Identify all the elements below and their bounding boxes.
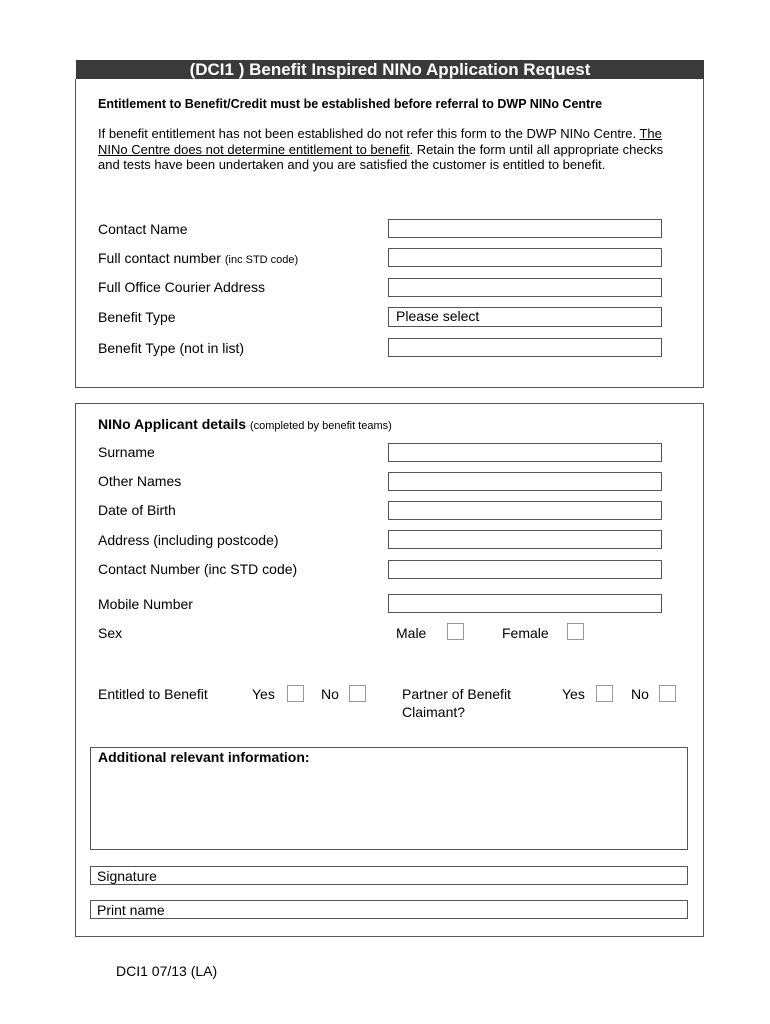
entitled-yes-label: Yes: [252, 686, 275, 702]
signature-label: Signature: [97, 868, 157, 884]
address-input[interactable]: [388, 530, 662, 549]
courier-address-label: Full Office Courier Address: [98, 279, 266, 295]
signature-field[interactable]: [90, 866, 688, 885]
contact-name-label: Contact Name: [98, 221, 188, 237]
entitlement-heading: Entitlement to Benefit/Credit must be established before referral to DWP NINo Centre: [98, 97, 603, 111]
male-label: Male: [396, 625, 427, 641]
form-title: (DCI1 ) Benefit Inspired NINo Application Request: [76, 60, 704, 80]
benefit-type-other-label: Benefit Type (not in list): [98, 340, 245, 356]
contact-number-label-note: (inc STD code): [224, 254, 299, 266]
other-names-input[interactable]: [388, 472, 662, 491]
applicant-contact-number-input[interactable]: [388, 560, 662, 579]
contact-number-input[interactable]: [388, 248, 662, 267]
date-of-birth-input[interactable]: [388, 501, 662, 520]
courier-address-input[interactable]: [388, 278, 662, 297]
partner-no-label: No: [631, 686, 649, 702]
benefit-type-label: Benefit Type: [98, 309, 176, 325]
benefit-type-other-input[interactable]: [388, 338, 662, 357]
instructions-paragraph: [98, 126, 688, 173]
benefit-type-select[interactable]: Please select: [388, 307, 662, 327]
male-checkbox[interactable]: [447, 623, 464, 640]
address-label: Address (including postcode): [98, 532, 279, 548]
mobile-number-input[interactable]: [388, 594, 662, 613]
partner-yes-checkbox[interactable]: [596, 685, 613, 702]
contact-number-label: [98, 250, 298, 268]
date-of-birth-label: Date of Birth: [98, 502, 176, 518]
applicant-heading-note: (completed by benefit teams): [249, 420, 392, 432]
mobile-number-label: Mobile Number: [98, 596, 193, 612]
instructions-part1: If benefit entitlement has not been established do not refer this form to the DWP NINo Centre.: [98, 126, 640, 141]
entitled-label: Entitled to Benefit: [98, 686, 208, 702]
partner-label-line2: Claimant?: [402, 704, 466, 720]
partner-label-line1: Partner of Benefit: [402, 686, 511, 702]
applicant-heading: [98, 416, 392, 434]
applicant-contact-number-label: Contact Number (inc STD code): [98, 561, 298, 577]
female-checkbox[interactable]: [567, 623, 584, 640]
surname-label: Surname: [98, 444, 155, 460]
print-name-label: Print name: [97, 902, 165, 918]
surname-input[interactable]: [388, 443, 662, 462]
partner-yes-label: Yes: [562, 686, 585, 702]
female-label: Female: [502, 625, 549, 641]
instructions-underlined: The NINo Centre does not determine entitlement to benefit: [98, 126, 662, 157]
entitled-no-checkbox[interactable]: [349, 685, 366, 702]
print-name-field[interactable]: [90, 900, 688, 919]
form-code: DCI1 07/13 (LA): [116, 963, 218, 979]
contact-number-label-text: Full contact number: [98, 250, 221, 266]
partner-no-checkbox[interactable]: [659, 685, 676, 702]
additional-info-label: Additional relevant information:: [98, 749, 310, 765]
applicant-heading-text: NINo Applicant details: [98, 416, 247, 432]
entitled-no-label: No: [321, 686, 339, 702]
sex-label: Sex: [98, 625, 123, 641]
other-names-label: Other Names: [98, 473, 182, 489]
contact-name-input[interactable]: [388, 219, 662, 238]
entitled-yes-checkbox[interactable]: [287, 685, 304, 702]
instructions-part2: . Retain the form until all appropriate checks and tests have been undertaken and you are satisfied the customer is entitled to benefit.: [98, 141, 664, 172]
